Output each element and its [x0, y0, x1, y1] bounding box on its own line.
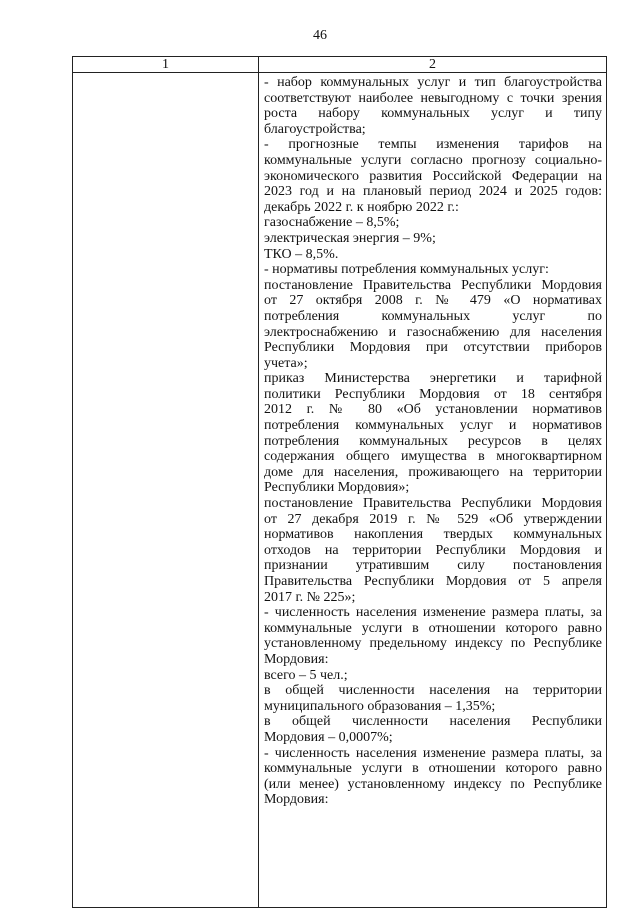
- text-line: потребления коммунальных услуг по: [264, 308, 602, 324]
- text-line: роста набору коммунальных услуг и типу: [264, 106, 602, 122]
- text-line: Правительства Республики Мордовия от 5 апреля: [264, 574, 602, 589]
- text-line: соответствуют наиболее невыгодному с точки зрения: [264, 90, 602, 106]
- column-1-cell: [73, 73, 259, 908]
- text-line: постановление Правительства Республики Мордовия: [264, 496, 602, 512]
- text-line: приказ Министерства энергетики и тарифной: [264, 371, 602, 387]
- text-line: от 27 октября 2008 г. № 479 «О нормативах: [264, 293, 602, 309]
- text-line: политики Республики Мордовия от 18 сентября: [264, 386, 602, 402]
- text-line: потребления коммунальных услуг и нормативов: [264, 418, 602, 434]
- text-line: 2023 год и на плановый период 2024 и 2025 годов:: [264, 184, 602, 200]
- column-2-cell: [259, 73, 607, 908]
- text-line: - численность населения изменение размера платы, за: [264, 745, 602, 761]
- text-line: Мордовия:: [264, 651, 329, 667]
- text-line: отходов на территории Республики Мордовия и: [264, 542, 602, 558]
- text-line: электрическая энергия – 9%;: [264, 230, 436, 246]
- text-line: (или менее) установленному индексу по Республике: [264, 776, 602, 792]
- document-table: [72, 56, 607, 908]
- text-line: доме для населения, проживающего на территории: [264, 464, 602, 480]
- text-line: ТКО – 8,5%.: [264, 246, 339, 262]
- text-line: 2012 г. № 80 «Об установлении нормативов: [264, 402, 602, 418]
- text-line: в общей численности населения на территории: [264, 683, 602, 699]
- page-number: 46: [313, 28, 327, 43]
- text-line: от 27 декабря 2019 г. № 529 «Об утверждении: [264, 511, 602, 527]
- text-line: коммунальные услуги в отношении которого равно: [264, 620, 602, 636]
- text-line: - численность населения изменение размера платы, за: [264, 605, 602, 621]
- text-line: постановление Правительства Республики Мордовия: [264, 277, 602, 293]
- text-line: установленному предельному индексу по Республике: [264, 636, 602, 652]
- text-line: благоустройства;: [264, 121, 366, 137]
- text-line: Мордовия:: [264, 792, 329, 808]
- text-line: признании утратившим силу постановления: [264, 558, 602, 574]
- cell-text: [264, 75, 602, 808]
- column-header-2: 2: [259, 57, 607, 73]
- text-line: в общей численности населения Республики: [264, 714, 602, 730]
- text-line: всего – 5 чел.;: [264, 667, 348, 683]
- text-line: муниципального образования – 1,35%;: [264, 698, 496, 714]
- text-line: 2017 г. № 225»;: [264, 589, 356, 605]
- text-line: Республики Мордовия при отсутствии приборов: [264, 340, 602, 356]
- text-line: - набор коммунальных услуг и тип благоустройства: [264, 75, 602, 90]
- text-line: потребления коммунальных ресурсов в целях: [264, 433, 602, 449]
- text-line: электроснабжению и газоснабжению для населения: [264, 324, 602, 340]
- column-header-1: 1: [73, 57, 259, 73]
- text-line: Республики Мордовия»;: [264, 480, 410, 496]
- text-line: содержания общего имущества в многоквартирном: [264, 449, 602, 465]
- table-row: [73, 73, 607, 908]
- text-line: учета»;: [264, 355, 308, 371]
- text-line: Мордовия – 0,0007%;: [264, 729, 393, 745]
- text-line: экономического развития Российской Федерации на: [264, 168, 602, 184]
- text-line: коммунальные услуги в отношении которого равно: [264, 761, 602, 777]
- text-line: - прогнозные темпы изменения тарифов на: [264, 137, 602, 153]
- text-line: газоснабжение – 8,5%;: [264, 215, 400, 231]
- text-line: декабрь 2022 г. к ноябрю 2022 г.:: [264, 199, 459, 215]
- text-line: коммунальные услуги согласно прогнозу социально-: [264, 152, 602, 168]
- table-header-row: [73, 57, 607, 73]
- text-line: нормативов накопления твердых коммунальных: [264, 527, 602, 543]
- text-line: - нормативы потребления коммунальных услуг:: [264, 262, 549, 278]
